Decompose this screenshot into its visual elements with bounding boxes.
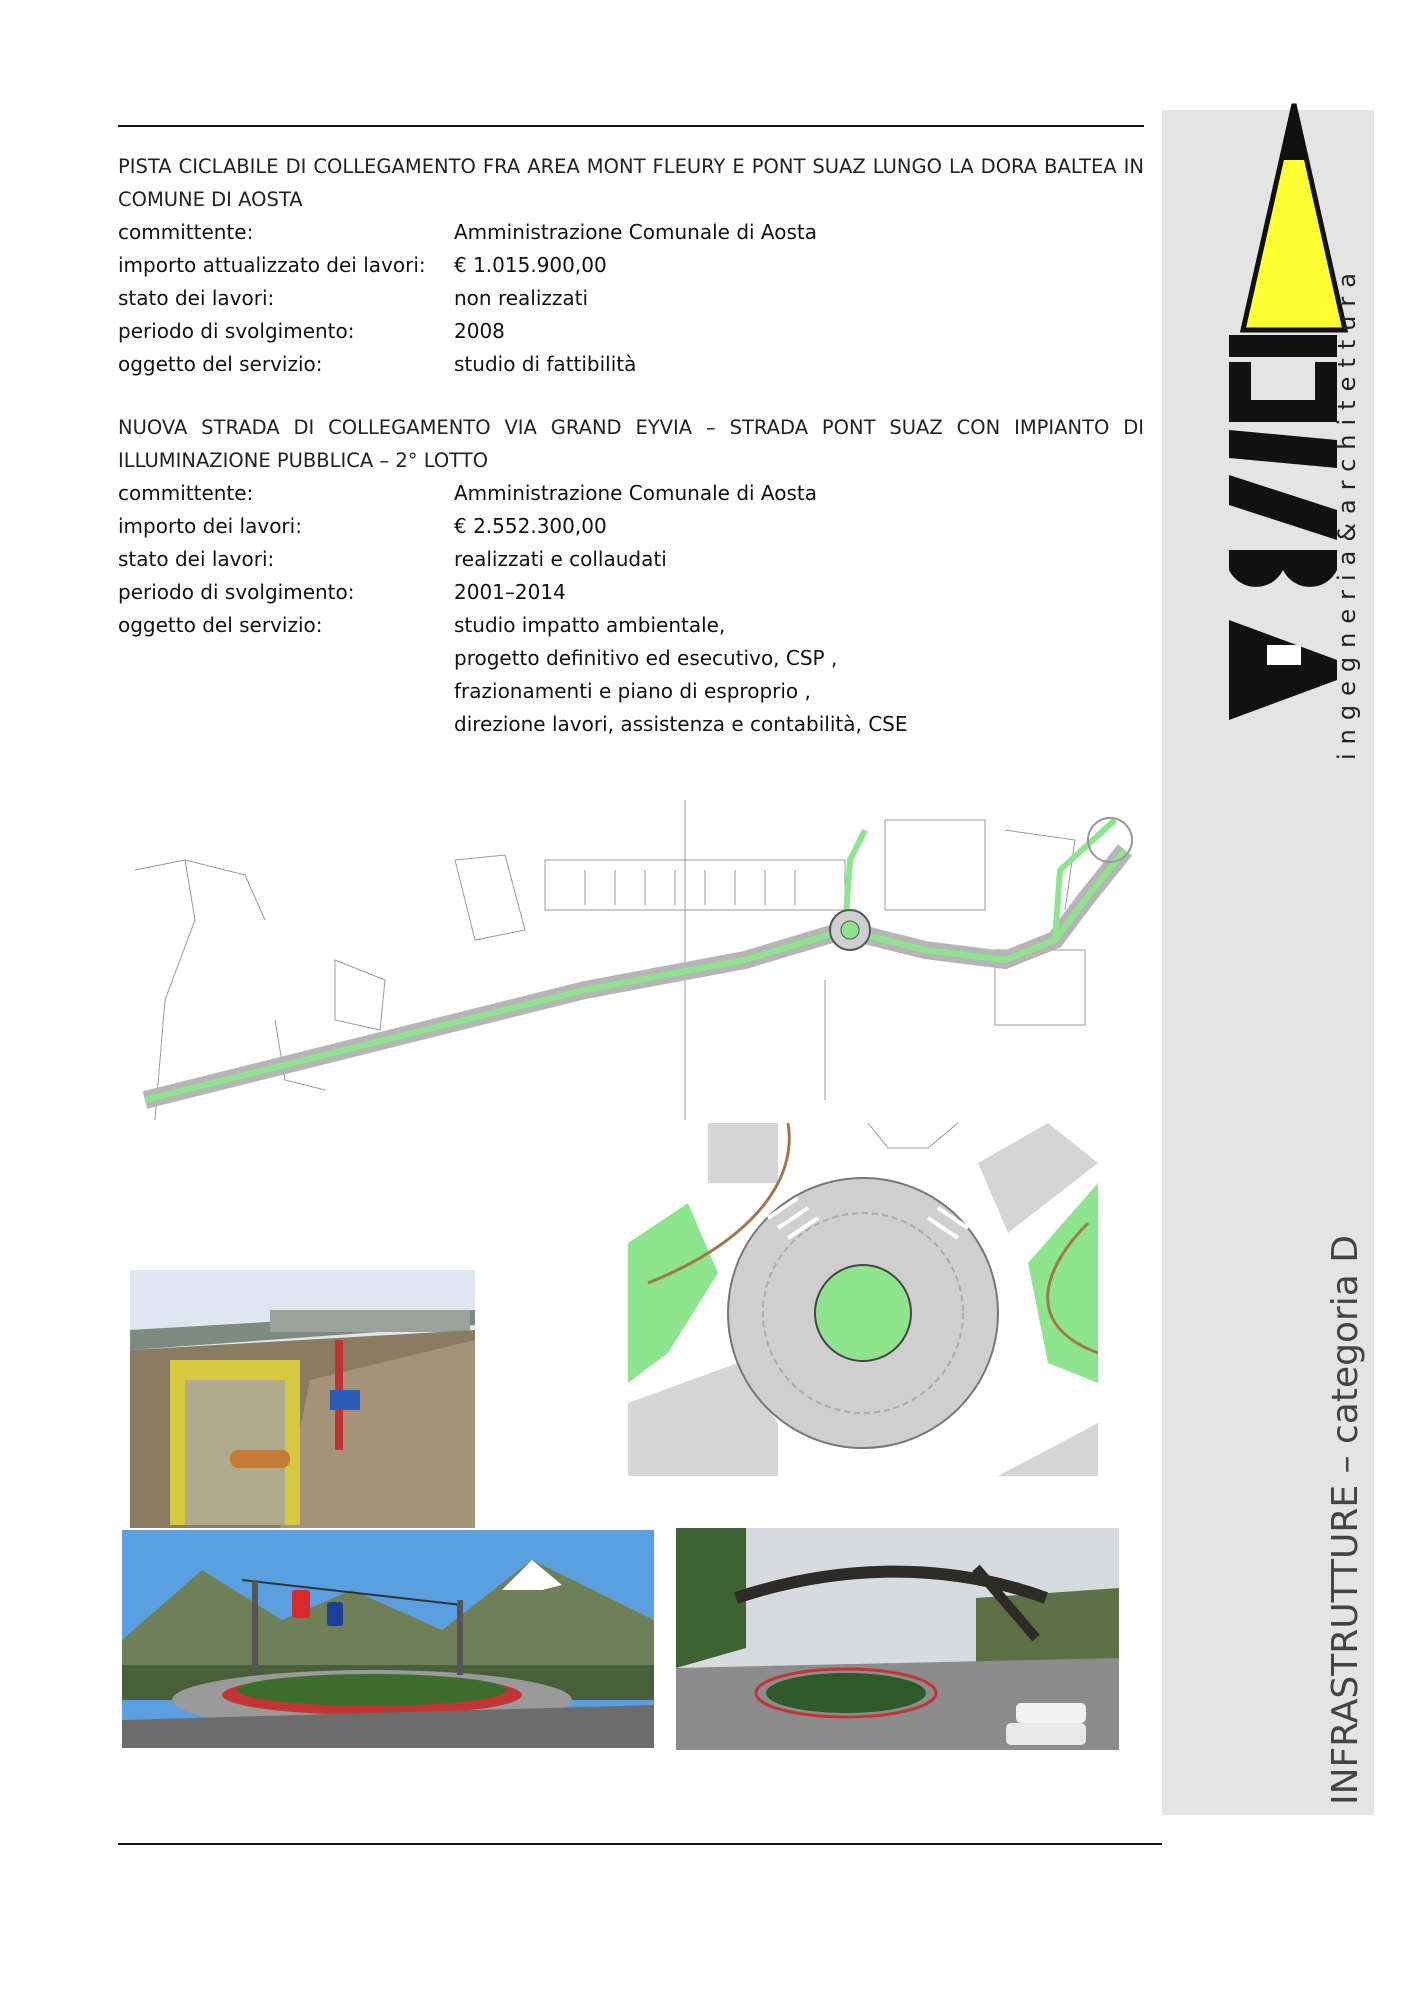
detail-row (118, 543, 1144, 576)
detail-label: periodo di svolgimento: (118, 580, 355, 604)
company-logo (1215, 100, 1365, 770)
detail-label: stato dei lavori: (118, 547, 275, 571)
project-title: NUOVA STRADA DI COLLEGAMENTO VIA GRAND EYVIA – STRADA PONT SUAZ CON IMPIANTO DI ILLUMINAZIONE PUBBLICA – 2° LOTTO (118, 416, 1144, 472)
detail-label: oggetto del servizio: (118, 352, 323, 376)
detail-row (118, 249, 1144, 282)
site-plan-drawing (125, 800, 1145, 1130)
detail-label: periodo di svolgimento: (118, 319, 355, 343)
detail-value: non realizzati (454, 286, 589, 310)
detail-row (118, 282, 1144, 315)
detail-row (118, 348, 1144, 381)
detail-label: importo dei lavori: (118, 514, 302, 538)
detail-value: 2008 (454, 319, 505, 343)
roundabout-photo-cablecar (122, 1530, 654, 1748)
detail-label: committente: (118, 220, 254, 244)
detail-label: stato dei lavori: (118, 286, 275, 310)
detail-value: Amministrazione Comunale di Aosta (454, 481, 818, 505)
detail-value: realizzati e collaudati (454, 547, 667, 571)
detail-value: € 1.015.900,00 (454, 253, 607, 277)
detail-label (118, 708, 454, 741)
logo-tagline: ingegneria&architettura (1333, 264, 1361, 760)
roundabout-photo-bridge (676, 1528, 1119, 1750)
detail-label (118, 642, 454, 675)
detail-row (118, 675, 1144, 708)
detail-value: € 2.552.300,00 (454, 514, 607, 538)
roundabout-plan-drawing (628, 1123, 1098, 1476)
detail-label: oggetto del servizio: (118, 613, 323, 637)
detail-value: 2001–2014 (454, 580, 566, 604)
top-rule (118, 125, 1144, 127)
detail-row (118, 216, 1144, 249)
detail-row (118, 609, 1144, 642)
detail-row (118, 576, 1144, 609)
detail-value: progetto definitivo ed esecutivo, CSP , (454, 646, 838, 670)
detail-label: committente: (118, 481, 254, 505)
detail-value: Amministrazione Comunale di Aosta (454, 220, 818, 244)
project-title: PISTA CICLABILE DI COLLEGAMENTO FRA AREA MONT FLEURY E PONT SUAZ LUNGO LA DORA BALTEA IN COMUNE DI AOSTA (118, 155, 1144, 211)
detail-row (118, 642, 1144, 675)
construction-photo (130, 1270, 475, 1528)
projects (118, 150, 1144, 771)
detail-row (118, 708, 1144, 741)
detail-row (118, 315, 1144, 348)
detail-value: studio di fattibilità (454, 352, 637, 376)
project-1 (118, 150, 1144, 381)
detail-value: studio impatto ambientale, (454, 613, 726, 637)
category-label: INFRASTRUTTURE – categoria D (1325, 1234, 1366, 1805)
detail-value: direzione lavori, assistenza e contabilità, CSE (454, 712, 908, 736)
detail-row (118, 510, 1144, 543)
detail-label: importo attualizzato dei lavori: (118, 253, 426, 277)
bottom-rule (118, 1843, 1162, 1845)
detail-value: frazionamenti e piano di esproprio , (454, 679, 811, 703)
detail-label (118, 675, 454, 708)
project-2 (118, 411, 1144, 741)
detail-row (118, 477, 1144, 510)
